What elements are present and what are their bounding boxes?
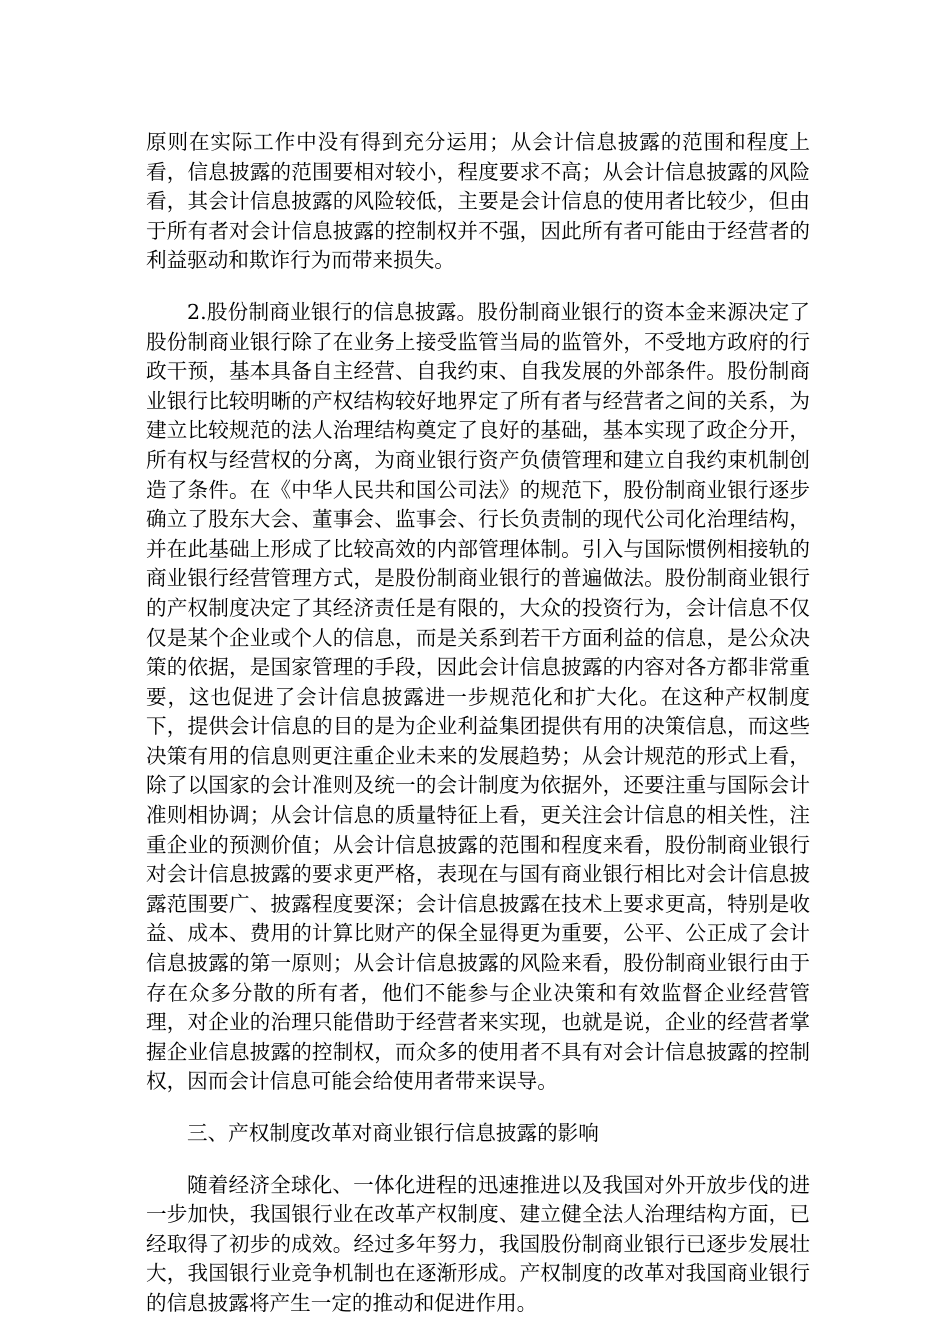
document-page: [146, 128, 810, 1319]
paragraph-continuation: 原则在实际工作中没有得到充分运用；从会计信息披露的范围和程度上看，信息披露的范围要相对较小，程度要求不高；从会计信息披露的风险看，其会计信息披露的风险较低，主要是会计信息的使用者比较少，但由于所有者对会计信息披露的控制权并不强，因此所有者可能由于经营者的利益驱动和欺诈行为而带来损失。: [146, 130, 810, 273]
section-heading: 三、产权制度改革对商业银行信息披露的影响: [187, 1121, 599, 1145]
paragraph-closing: 随着经济全球化、一体化进程的迅速推进以及我国对外开放步伐的进一步加快，我国银行业在改革产权制度、建立健全法人治理结构方面，已经取得了初步的成效。经过多年努力，我国股份制商业银行已逐步发展壮大，我国银行业竞争机制也在逐渐形成。产权制度的改革对我国商业银行的信息披露将产生一定的推动和促进作用。: [146, 1172, 810, 1315]
paragraph-joint-stock-bank-disclosure: 2.股份制商业银行的信息披露。股份制商业银行的资本金来源决定了股份制商业银行除了在业务上接受监管当局的监管外，不受地方政府的行政干预，基本具备自主经营、自我约束、自我发展的外部条件。股份制商业银行比较明晰的产权结构较好地界定了所有者与经营者之间的关系，为建立比较规范的法人治理结构奠定了良好的基础，基本实现了政企分开，所有权与经营权的分离，为商业银行资产负债管理和建立自我约束机制创造了条件。在《中华人民共和国公司法》的规范下，股份制商业银行逐步确立了股东大会、董事会、监事会、行长负责制的现代公司化治理结构，并在此基础上形成了比较高效的内部管理体制。引入与国际惯例相接轨的商业银行经营管理方式，是股份制商业银行的普遍做法。股份制商业银行的产权制度决定了其经济责任是有限的，大众的投资行为，会计信息不仅仅是某个企业或个人的信息，而是关系到若干方面利益的信息，是公众决策的依据，是国家管理的手段，因此会计信息披露的内容对各方都非常重要，这也促进了会计信息披露进一步规范化和扩大化。在这种产权制度下，提供会计信息的目的是为企业利益集团提供有用的决策信息，而这些决策有用的信息则更注重企业未来的发展趋势；从会计规范的形式上看，除了以国家的会计准则及统一的会计制度为依据外，还要注重与国际会计准则相协调；从会计信息的质量特征上看，更关注会计信息的相关性，注重企业的预测价值；从会计信息披露的范围和程度来看，股份制商业银行对会计信息披露的要求更严格，表现在与国有商业银行相比对会计信息披露范围要广、披露程度要深；会计信息披露在技术上要求更高，特别是收益、成本、费用的计算比财产的保全显得更为重要，公平、公正成了会计信息披露的第一原则；从会计信息披露的风险来看，股份制商业银行由于存在众多分散的所有者，他们不能参与企业决策和有效监督企业经营管理，对企业的治理只能借助于经营者来实现，也就是说，企业的经营者掌握企业信息披露的控制权，而众多的使用者不具有对会计信息披露的控制权，因而会计信息可能会给使用者带来误导。: [146, 299, 810, 1094]
